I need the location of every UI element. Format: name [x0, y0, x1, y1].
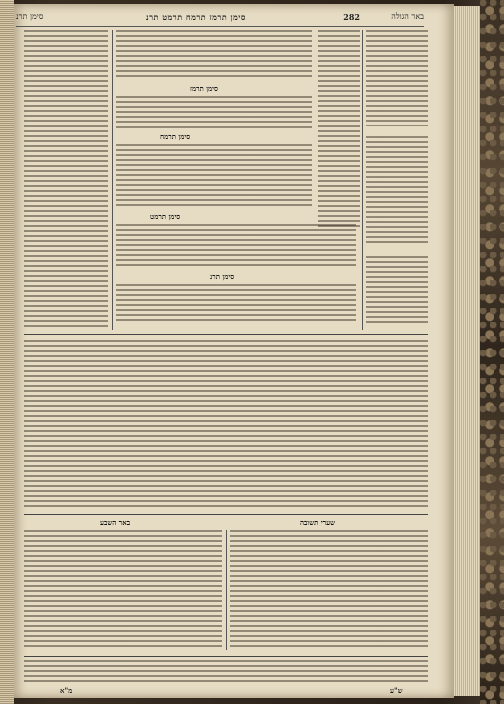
wide-commentary	[24, 340, 428, 510]
header-title: סימן תרמז תרמח תרמט תרנ	[146, 12, 246, 22]
previous-page-edge	[0, 0, 14, 704]
beer-hasheva-heading: באר השבע	[100, 518, 131, 527]
footer-right-label: ש"ע	[390, 686, 403, 695]
sidebar-divider	[362, 30, 363, 330]
bottom-column-divider	[226, 530, 227, 650]
main-text-block-2	[116, 144, 312, 206]
section-heading-650: סימן תרנ	[210, 272, 235, 281]
page-number: 282	[343, 12, 360, 22]
beer-hasheva-text	[24, 530, 222, 650]
sidebar-commentary-middle	[366, 136, 428, 246]
marbled-cover-edge	[480, 0, 504, 704]
column-divider	[112, 30, 113, 330]
lower-divider	[24, 514, 428, 515]
main-text-block-3	[116, 224, 356, 268]
shaarei-teshuva-text	[230, 530, 428, 650]
page-stack-edge	[454, 6, 480, 696]
header-right-label: באר הגולה	[391, 12, 424, 21]
header-left-label: סימן תרנ	[16, 12, 44, 21]
main-text-right-column	[318, 30, 360, 230]
footer-notes	[24, 660, 428, 684]
footer-left-label: מ"א	[60, 686, 73, 695]
sidebar-commentary-lower	[366, 256, 428, 326]
main-text-left-column	[24, 30, 108, 330]
commentary-divider	[24, 334, 428, 335]
shaarei-teshuva-heading: שערי תשובה	[300, 518, 336, 527]
main-text-block-4	[116, 284, 356, 324]
sidebar-commentary-upper	[366, 30, 428, 126]
main-text-center-column	[116, 30, 312, 80]
running-header	[16, 10, 424, 27]
section-heading-649: סימן תרמט	[150, 212, 181, 221]
main-text-block-1	[116, 96, 312, 128]
section-heading-647: סימן תרמז	[190, 84, 218, 93]
footer-divider	[24, 656, 428, 657]
section-heading-648: סימן תרמח	[160, 132, 191, 141]
